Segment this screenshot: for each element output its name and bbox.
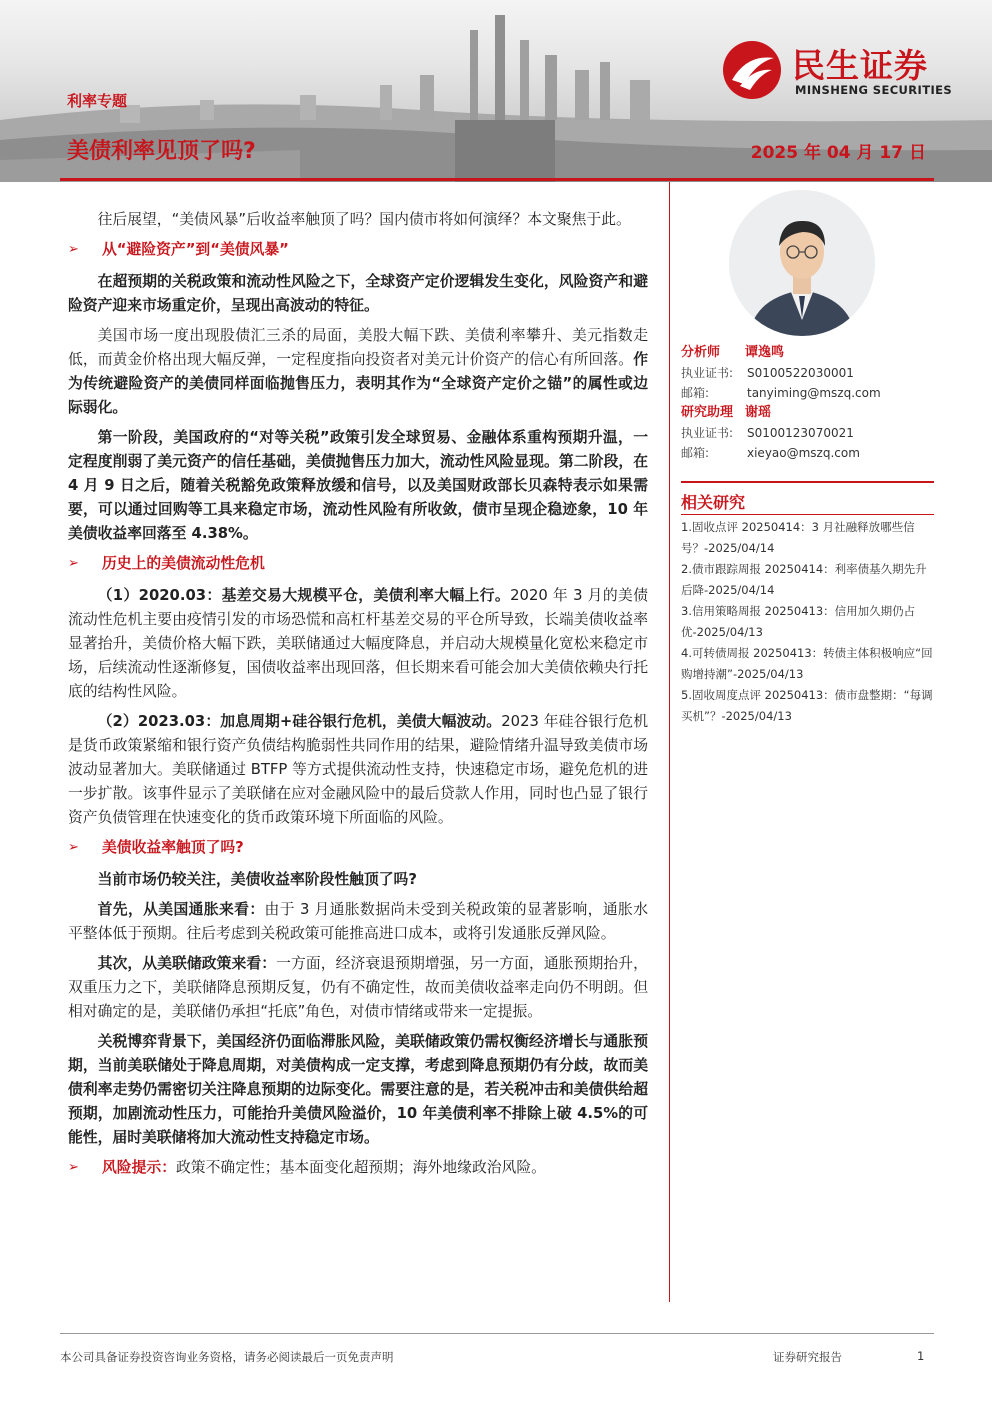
analyst-1: 分析师 谭逸鸣 执业证书: S0100522030001 邮箱: tanyiming@mszq.com — [681, 345, 881, 400]
page-number: 1 — [917, 1349, 925, 1363]
footer-disclaimer: 本公司具备证券投资咨询业务资格，请务必阅读最后一页免责声明 — [60, 1350, 394, 1364]
paragraph: 第一阶段，美国政府的“对等关税”政策引发全球贸易、金融体系重构预期升温，一定程度削弱了美元资产的信任基础，美债抛售压力加大，流动性风险显现。第二阶段，在 4 月 9 日之后，随着关税豁免政策释放缓和信号，以及美国财政部长贝森特表示如果需要，可以通过回购等工具来稳定市场，流动性风险有所收敛，债市呈现企稳迹象，10 年美债收益率回落至 4.38%。 — [68, 429, 648, 542]
related-top-divider — [681, 481, 934, 483]
paragraph: （1）2020.03：基差交易大规模平仓，美债利率大幅上行。2020 年 3 月的美债流动性危机主要由疫情引发的市场恐慌和高杠杆基差交易的平仓所导致，长端美债收益率显著抬升，美债价格大幅下跌，美联储通过大幅度降息，并启动大规模量化宽松来稳定市场，后续流动性逐渐修复，国债收益率出现回落，但长期来看可能会加大美债依赖央行托底的结构性风险。 — [68, 587, 648, 700]
related-research-list — [681, 517, 933, 727]
related-item[interactable]: 2.债市跟踪周报 20250414：利率债基久期先升后降-2025/04/14 — [681, 562, 927, 597]
email-link[interactable]: tanyiming@mszq.com — [747, 386, 881, 400]
related-item[interactable]: 3.信用策略周报 20250413：信用加久期仍占优-2025/04/13 — [681, 604, 916, 639]
main-content — [68, 208, 648, 1180]
paragraph: 首先，从美国通胀来看：由于 3 月通胀数据尚未受到关税政策的显著影响，通胀水平整体低于预期。往后考虑到关税政策可能推高进口成本，或将引发通胀反弹风险。 — [68, 901, 648, 942]
minsheng-logo-icon — [722, 40, 782, 100]
section-heading: ➢ 历史上的美债流动性危机 — [68, 552, 648, 576]
report-date: 2025 年 04 月 17 日 — [750, 143, 926, 163]
column-divider — [669, 182, 670, 1302]
header-divider — [60, 178, 934, 181]
paragraph: （2）2023.03：加息周期+硅谷银行危机，美债大幅波动。2023 年硅谷银行危机是货币政策紧缩和银行资产负债结构脆弱性共同作用的结果，避险情绪升温导致美债市场波动显著加大。美联储通过 BTFP 等方式提供流动性支持，快速稳定市场，避免危机的进一步扩散。该事件显示了美联储在应对金融风险中的最后贷款人作用，同时也凸显了银行资产负债管理在快速变化的货币政策环境下所面临的风险。 — [68, 713, 648, 826]
logo-text-en: MINSHENG SECURITIES — [795, 83, 953, 97]
arrow-bullet-icon: ➢ — [68, 1160, 79, 1175]
related-item[interactable]: 5.固收周度点评 20250413：债市盘整期：“每调买机”？-2025/04/13 — [681, 688, 933, 723]
paragraph: 美国市场一度出现股债汇三杀的局面，美股大幅下跌、美债利率攀升、美元指数走低，而黄金价格出现大幅反弹，一定程度指向投资者对美元计价资产的信心有所回落。作为传统避险资产的美债同样面临抛售压力，表明其作为“全球资产定价之锚”的属性或边际弱化。 — [68, 327, 648, 416]
logo-text-cn: 民生证券 — [792, 46, 928, 85]
analyst-avatar — [729, 190, 875, 336]
paragraph: 当前市场仍较关注，美债收益率阶段性触顶了吗? — [97, 871, 417, 888]
risk-warning: ➢ 风险提示： 政策不确定性；基本面变化超预期；海外地缘政治风险。 — [68, 1156, 648, 1180]
report-category: 利率专题 — [67, 92, 128, 110]
email-link[interactable]: xieyao@mszq.com — [747, 446, 860, 460]
related-item[interactable]: 4.可转债周报 20250413：转债主体积极响应“回购增持潮”-2025/04/13 — [681, 646, 933, 681]
analyst-2: 研究助理 谢瑶 执业证书: S0100123070021 邮箱: xieyao@mszq.com — [681, 405, 860, 460]
section-heading: ➢ 美债收益率触顶了吗? — [68, 836, 648, 860]
related-research-title: 相关研究 — [681, 493, 746, 512]
section-heading: ➢ 从“避险资产”到“美债风暴” — [68, 238, 648, 262]
related-divider — [681, 514, 934, 515]
footer-divider — [60, 1333, 934, 1334]
related-item[interactable]: 1.固收点评 20250414：3 月社融释放哪些信号？-2025/04/14 — [681, 520, 915, 555]
arrow-bullet-icon: ➢ — [68, 556, 79, 571]
paragraph: 在超预期的关税政策和流动性风险之下，全球资产定价逻辑发生变化，风险资产和避险资产迎来市场重定价，呈现出高波动的特征。 — [68, 273, 648, 314]
footer-doc-type: 证券研究报告 — [773, 1350, 842, 1364]
arrow-bullet-icon: ➢ — [68, 840, 79, 855]
paragraph: 其次，从美联储政策来看：一方面，经济衰退预期增强，另一方面，通胀预期抬升，双重压力之下，美联储降息预期反复，仍有不确定性，故而美债收益率走向仍不明朗。但相对确定的是，美联储仍承担“托底”角色，对债市情绪或带来一定提振。 — [68, 955, 648, 1020]
intro-paragraph: 往后展望，“美债风暴”后收益率触顶了吗？国内债市将如何演绎？本文聚焦于此。 — [97, 211, 631, 228]
arrow-bullet-icon: ➢ — [68, 242, 79, 257]
paragraph: 关税博弈背景下，美国经济仍面临滞胀风险，美联储政策仍需权衡经济增长与通胀预期，当前美联储处于降息周期，对美债构成一定支撑，考虑到降息预期仍有分歧，故而美债利率走势仍需密切关注降息预期的边际变化。需要注意的是，若关税冲击和美债供给超预期，加剧流动性压力，可能抬升美债风险溢价，10 年美债利率不排除上破 4.5%的可能性，届时美联储将加大流动性支持稳定市场。 — [68, 1033, 648, 1146]
report-title: 美债利率见顶了吗? — [67, 139, 256, 164]
